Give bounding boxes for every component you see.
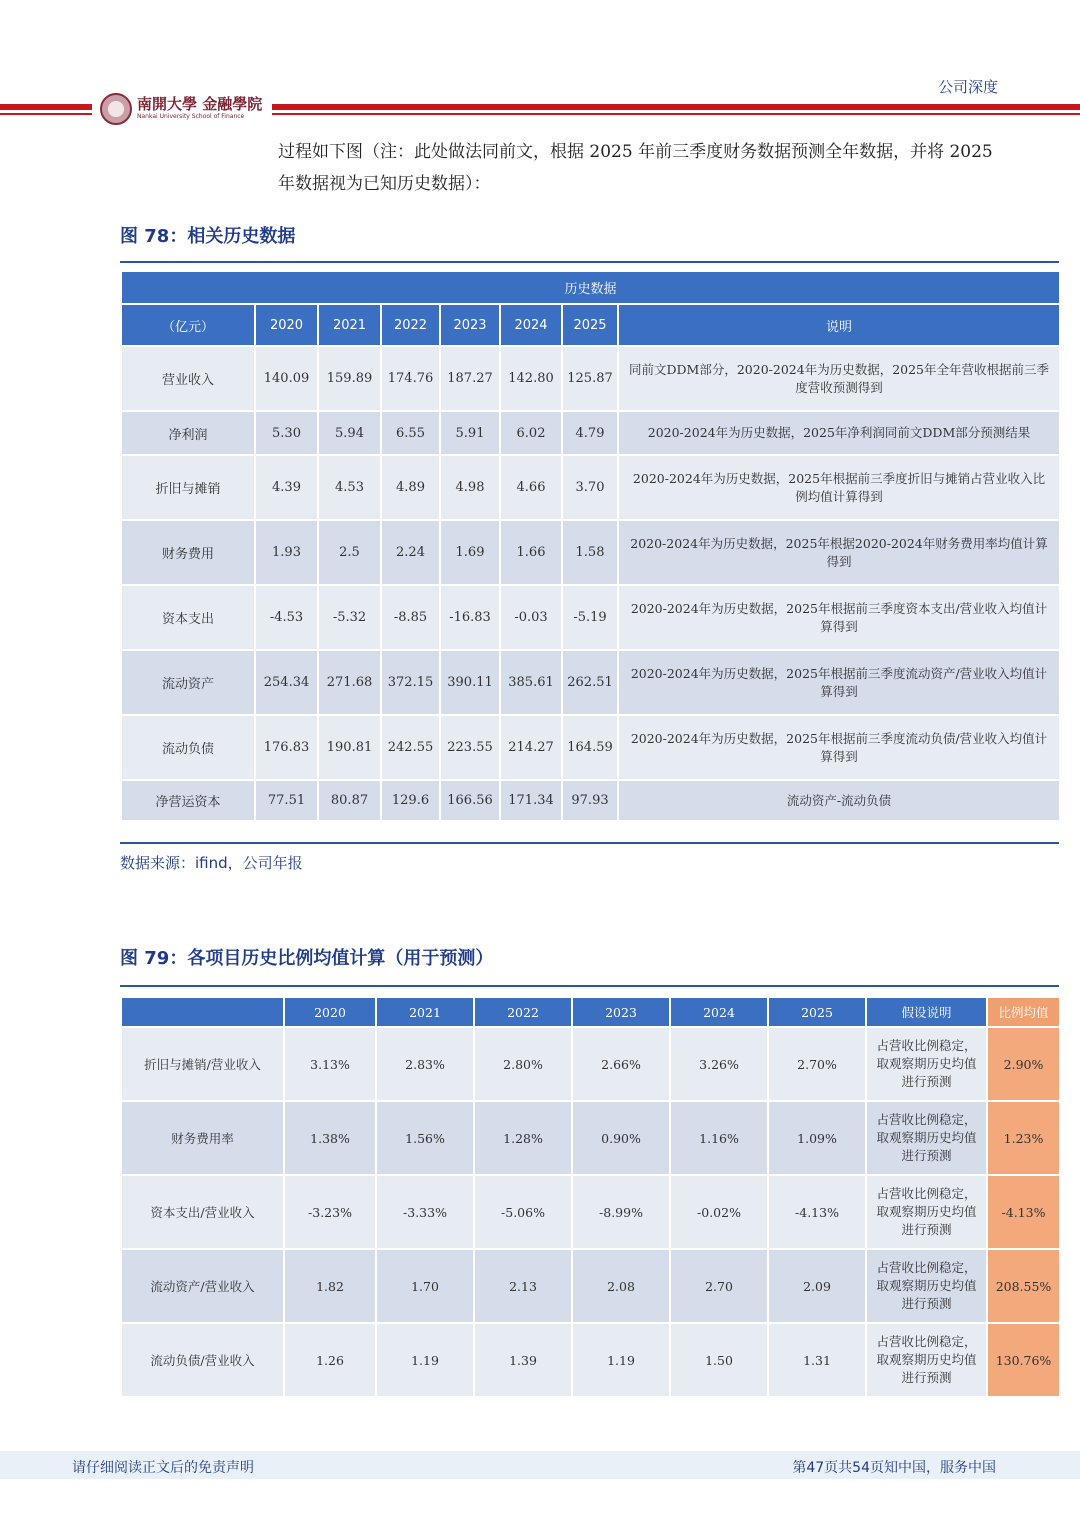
value-cell: -16.83 bbox=[440, 585, 500, 650]
year-header: 2022 bbox=[381, 304, 440, 346]
table-row bbox=[121, 1249, 1060, 1323]
row-label: 资本支出 bbox=[121, 585, 255, 650]
section-label: 公司深度 bbox=[938, 78, 999, 96]
note-cell: 2020-2024年为历史数据，2025年根据2020-2024年财务费用率均值计算得到 bbox=[618, 520, 1060, 585]
row-label: 折旧与摊销/营业收入 bbox=[121, 1027, 284, 1101]
value-cell: 2.13 bbox=[474, 1249, 572, 1323]
value-cell: 6.02 bbox=[500, 411, 562, 455]
table-row bbox=[121, 1101, 1060, 1175]
value-cell: 97.93 bbox=[562, 780, 618, 821]
value-cell: 223.55 bbox=[440, 715, 500, 780]
table-row bbox=[121, 1027, 1060, 1101]
value-cell: 2.09 bbox=[768, 1249, 866, 1323]
assumption-cell: 占营收比例稳定，取观察期历史均值进行预测 bbox=[866, 1175, 987, 1249]
year-header: 2024 bbox=[670, 997, 768, 1027]
note-cell: 2020-2024年为历史数据，2025年根据前三季度资本支出/营业收入均值计算得到 bbox=[618, 585, 1060, 650]
figure-79-top-rule bbox=[120, 985, 1059, 987]
value-cell: 242.55 bbox=[381, 715, 440, 780]
value-cell: 1.09% bbox=[768, 1101, 866, 1175]
figure-78-bottom-rule bbox=[120, 842, 1059, 844]
value-cell: 2.5 bbox=[318, 520, 381, 585]
row-label: 流动资产 bbox=[121, 650, 255, 715]
table-row bbox=[121, 411, 1060, 455]
header-rule-right bbox=[272, 104, 1080, 110]
row-label: 折旧与摊销 bbox=[121, 455, 255, 520]
value-cell: 2.66% bbox=[572, 1027, 670, 1101]
unit-header: （亿元） bbox=[121, 304, 255, 346]
history-group-header: 历史数据 bbox=[121, 271, 1060, 304]
row-label: 净营运资本 bbox=[121, 780, 255, 821]
value-cell: -8.85 bbox=[381, 585, 440, 650]
value-cell: 1.50 bbox=[670, 1323, 768, 1397]
table-row bbox=[121, 650, 1060, 715]
figure-78-title: 图 78：相关历史数据 bbox=[120, 226, 296, 247]
year-header: 2022 bbox=[474, 997, 572, 1027]
table-row bbox=[121, 455, 1060, 520]
university-logo bbox=[100, 93, 268, 125]
historical-data-table bbox=[120, 270, 1061, 822]
value-cell: 164.59 bbox=[562, 715, 618, 780]
value-cell: 159.89 bbox=[318, 346, 381, 411]
value-cell: 1.93 bbox=[255, 520, 318, 585]
value-cell: 125.87 bbox=[562, 346, 618, 411]
value-cell: 4.89 bbox=[381, 455, 440, 520]
average-cell: 208.55% bbox=[987, 1249, 1060, 1323]
figure-78-top-rule bbox=[120, 261, 1059, 263]
value-cell: -5.32 bbox=[318, 585, 381, 650]
note-cell: 2020-2024年为历史数据，2025年根据前三季度流动负债/营业收入均值计算得到 bbox=[618, 715, 1060, 780]
value-cell: 5.94 bbox=[318, 411, 381, 455]
value-cell: 171.34 bbox=[500, 780, 562, 821]
value-cell: 1.19 bbox=[572, 1323, 670, 1397]
note-cell: 2020-2024年为历史数据，2025年根据前三季度折旧与摊销占营业收入比例均值计算得到 bbox=[618, 455, 1060, 520]
assumption-cell: 占营收比例稳定，取观察期历史均值进行预测 bbox=[866, 1027, 987, 1101]
value-cell: 1.82 bbox=[284, 1249, 376, 1323]
average-cell: 130.76% bbox=[987, 1323, 1060, 1397]
row-label: 财务费用率 bbox=[121, 1101, 284, 1175]
value-cell: -0.02% bbox=[670, 1175, 768, 1249]
value-cell: 4.39 bbox=[255, 455, 318, 520]
value-cell: -3.23% bbox=[284, 1175, 376, 1249]
value-cell: 1.19 bbox=[376, 1323, 474, 1397]
table-row bbox=[121, 715, 1060, 780]
year-header: 2020 bbox=[255, 304, 318, 346]
value-cell: 2.24 bbox=[381, 520, 440, 585]
value-cell: 1.16% bbox=[670, 1101, 768, 1175]
value-cell: 176.83 bbox=[255, 715, 318, 780]
note-cell: 流动资产-流动负债 bbox=[618, 780, 1060, 821]
row-label: 营业收入 bbox=[121, 346, 255, 411]
value-cell: 271.68 bbox=[318, 650, 381, 715]
data-source: 数据来源：ifind，公司年报 bbox=[120, 854, 303, 872]
table-row bbox=[121, 1323, 1060, 1397]
value-cell: 1.38% bbox=[284, 1101, 376, 1175]
value-cell: 4.53 bbox=[318, 455, 381, 520]
value-cell: 4.66 bbox=[500, 455, 562, 520]
table-row bbox=[121, 520, 1060, 585]
value-cell: 5.30 bbox=[255, 411, 318, 455]
value-cell: 4.79 bbox=[562, 411, 618, 455]
year-header: 2025 bbox=[562, 304, 618, 346]
university-seal-icon bbox=[100, 93, 132, 125]
average-header: 比例均值 bbox=[987, 997, 1060, 1027]
value-cell: 2.80% bbox=[474, 1027, 572, 1101]
value-cell: 372.15 bbox=[381, 650, 440, 715]
average-cell: -4.13% bbox=[987, 1175, 1060, 1249]
note-cell: 2020-2024年为历史数据，2025年根据前三季度流动资产/营业收入均值计算得到 bbox=[618, 650, 1060, 715]
value-cell: 2.08 bbox=[572, 1249, 670, 1323]
table-row bbox=[121, 585, 1060, 650]
value-cell: 166.56 bbox=[440, 780, 500, 821]
value-cell: 3.13% bbox=[284, 1027, 376, 1101]
value-cell: 129.6 bbox=[381, 780, 440, 821]
year-header: 2025 bbox=[768, 997, 866, 1027]
value-cell: 6.55 bbox=[381, 411, 440, 455]
table-row bbox=[121, 346, 1060, 411]
value-cell: 1.26 bbox=[284, 1323, 376, 1397]
row-label: 财务费用 bbox=[121, 520, 255, 585]
row-label: 净利润 bbox=[121, 411, 255, 455]
value-cell: 142.80 bbox=[500, 346, 562, 411]
value-cell: 2.83% bbox=[376, 1027, 474, 1101]
header-rule-left bbox=[0, 104, 92, 110]
value-cell: 385.61 bbox=[500, 650, 562, 715]
average-cell: 2.90% bbox=[987, 1027, 1060, 1101]
note-cell: 同前文DDM部分，2020-2024年为历史数据，2025年全年营收根据前三季度营收预测得到 bbox=[618, 346, 1060, 411]
assumption-cell: 占营收比例稳定，取观察期历史均值进行预测 bbox=[866, 1249, 987, 1323]
row-label: 流动资产/营业收入 bbox=[121, 1249, 284, 1323]
value-cell: 4.98 bbox=[440, 455, 500, 520]
header-rule-left-thin bbox=[0, 113, 92, 115]
value-cell: 80.87 bbox=[318, 780, 381, 821]
row-label: 流动负债 bbox=[121, 715, 255, 780]
row-label: 资本支出/营业收入 bbox=[121, 1175, 284, 1249]
value-cell: -8.99% bbox=[572, 1175, 670, 1249]
value-cell: 140.09 bbox=[255, 346, 318, 411]
footer-page-info: 第47页共54页知中国，服务中国 bbox=[792, 1460, 996, 1476]
value-cell: -4.13% bbox=[768, 1175, 866, 1249]
ratio-average-table bbox=[120, 996, 1061, 1398]
value-cell: 3.70 bbox=[562, 455, 618, 520]
note-cell: 2020-2024年为历史数据，2025年净利润同前文DDM部分预测结果 bbox=[618, 411, 1060, 455]
value-cell: 5.91 bbox=[440, 411, 500, 455]
year-header: 2024 bbox=[500, 304, 562, 346]
value-cell: 1.31 bbox=[768, 1323, 866, 1397]
logo-chinese-text: 南開大學 金融學院 bbox=[137, 95, 263, 113]
value-cell: 1.70 bbox=[376, 1249, 474, 1323]
value-cell: 3.26% bbox=[670, 1027, 768, 1101]
blank-header bbox=[121, 997, 284, 1027]
row-label: 流动负债/营业收入 bbox=[121, 1323, 284, 1397]
value-cell: 254.34 bbox=[255, 650, 318, 715]
table-row bbox=[121, 1175, 1060, 1249]
assumption-cell: 占营收比例稳定，取观察期历史均值进行预测 bbox=[866, 1101, 987, 1175]
intro-paragraph: 过程如下图（注：此处做法同前文，根据 2025 年前三季度财务数据预测全年数据，并将 2025 年数据视为已知历史数据）： bbox=[278, 142, 993, 194]
year-header: 2021 bbox=[376, 997, 474, 1027]
value-cell: 1.56% bbox=[376, 1101, 474, 1175]
value-cell: 174.76 bbox=[381, 346, 440, 411]
value-cell: -5.19 bbox=[562, 585, 618, 650]
value-cell: 1.69 bbox=[440, 520, 500, 585]
table-row bbox=[121, 780, 1060, 821]
year-header: 2021 bbox=[318, 304, 381, 346]
value-cell: 1.39 bbox=[474, 1323, 572, 1397]
value-cell: 187.27 bbox=[440, 346, 500, 411]
value-cell: 1.28% bbox=[474, 1101, 572, 1175]
value-cell: 2.70% bbox=[768, 1027, 866, 1101]
logo-english-text: Nankai University School of Finance bbox=[137, 113, 245, 120]
year-header: 2023 bbox=[572, 997, 670, 1027]
value-cell: 1.66 bbox=[500, 520, 562, 585]
value-cell: 262.51 bbox=[562, 650, 618, 715]
value-cell: -4.53 bbox=[255, 585, 318, 650]
figure-79-title: 图 79：各项目历史比例均值计算（用于预测） bbox=[120, 948, 494, 969]
value-cell: 1.58 bbox=[562, 520, 618, 585]
value-cell: -0.03 bbox=[500, 585, 562, 650]
assumption-cell: 占营收比例稳定，取观察期历史均值进行预测 bbox=[866, 1323, 987, 1397]
value-cell: 190.81 bbox=[318, 715, 381, 780]
assumption-header: 假设说明 bbox=[866, 997, 987, 1027]
year-header: 2023 bbox=[440, 304, 500, 346]
value-cell: 77.51 bbox=[255, 780, 318, 821]
value-cell: -5.06% bbox=[474, 1175, 572, 1249]
value-cell: -3.33% bbox=[376, 1175, 474, 1249]
note-header: 说明 bbox=[618, 304, 1060, 346]
value-cell: 0.90% bbox=[572, 1101, 670, 1175]
footer-disclaimer: 请仔细阅读正文后的免责声明 bbox=[72, 1460, 254, 1476]
value-cell: 390.11 bbox=[440, 650, 500, 715]
header-rule-right-thin bbox=[272, 113, 1080, 115]
year-header: 2020 bbox=[284, 997, 376, 1027]
value-cell: 214.27 bbox=[500, 715, 562, 780]
value-cell: 2.70 bbox=[670, 1249, 768, 1323]
average-cell: 1.23% bbox=[987, 1101, 1060, 1175]
